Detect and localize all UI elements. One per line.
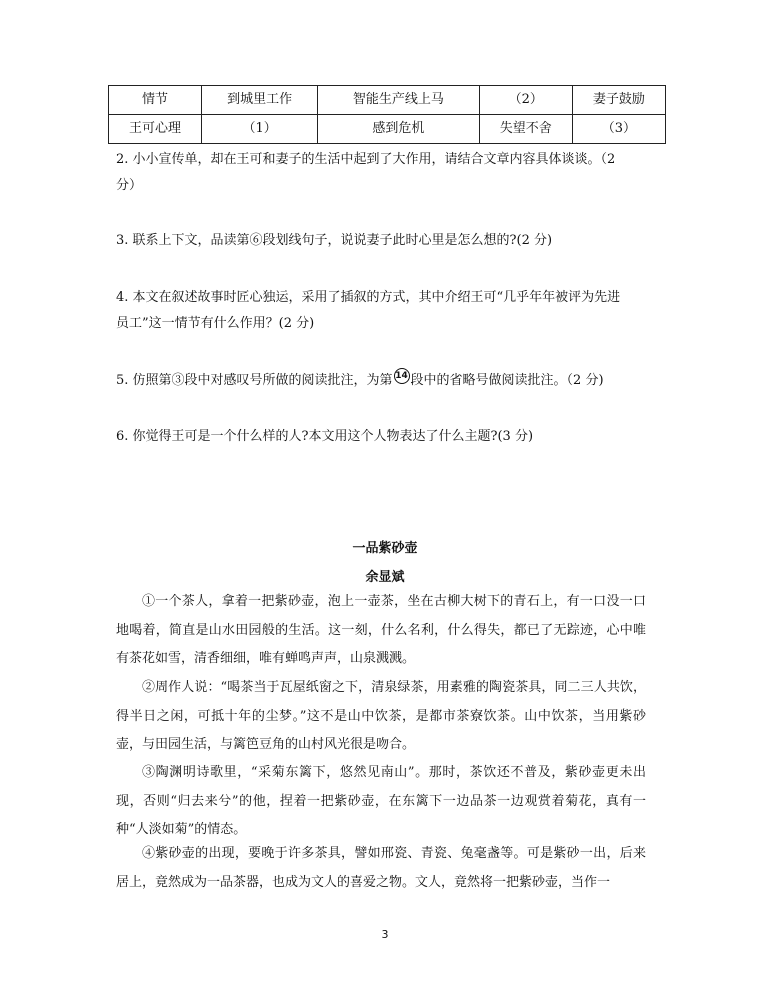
question-5	[116, 368, 662, 394]
article-paragraph-3: ③陶渊明诗歌里，“采菊东篱下，悠然见南山”。那时，茶饮还不普及，紫砂壶更未出现，否则“归去来兮”的他，捏着一把紫砂壶，在东篱下一边品茶一边观赏着菊花，真有一种“人淡如菊”的情态。	[116, 765, 646, 837]
question-4	[116, 285, 662, 337]
table-cell: 感到危机	[318, 115, 480, 144]
question-5-text-start: 5. 仿照第③段中对感叹号所做的阅读批注，为第	[116, 373, 393, 388]
table-cell: 情节	[109, 86, 202, 115]
table-cell: 智能生产线上马	[318, 86, 480, 115]
article-author: 余显斌	[365, 570, 405, 585]
table-cell: （1）	[202, 115, 318, 144]
page-number: 3	[381, 928, 389, 941]
question-5-text-end: 段中的省略号做阅读批注。（2 分)	[410, 373, 604, 388]
table-cell: （2）	[479, 86, 572, 115]
question-3: 3. 联系上下文，品读第⑥段划线句子，说说妻子此时心里是怎么想的?(2 分)	[116, 233, 553, 248]
table-cell: 到城里工作	[202, 86, 318, 115]
plot-emotion-table	[108, 85, 666, 144]
article-paragraph-2: ②周作人说：“喝茶当于瓦屋纸窗之下，清泉绿茶，用素雅的陶瓷茶具，同二三人共饮，得半日之闲，可抵十年的尘梦。”这不是山中饮茶，是都市茶寮饮茶。山中饮茶，当用紫砂壶，与田园生活，与篱笆豆角的山村风光很是吻合。	[116, 680, 646, 752]
question-2	[116, 147, 662, 199]
question-4-line-2: 员工”这一情节有什么作用？(2 分)	[116, 316, 315, 331]
question-2-line-1: 2. 小小宣传单，却在王可和妻子的生活中起到了大作用，请结合文章内容具体谈谈。（2	[116, 152, 616, 167]
table-row	[109, 86, 666, 115]
question-4-line-1: 4. 本文在叙述故事时匠心独运，采用了插叙的方式，其中介绍王可“几乎年年被评为先进	[116, 290, 621, 305]
table-cell: 失望不舍	[479, 115, 572, 144]
article-paragraph-1: ①一个茶人，拿着一把紫砂壶，泡上一壶茶，坐在古柳大树下的青石上，有一口没一口地喝着，简直是山水田园般的生活。这一刻，什么名利，什么得失，都已了无踪迹，心中唯有茶花如雪，清香细细，唯有蝉鸣声声，山泉溅溅。	[116, 594, 646, 666]
article-paragraph-4: ④紫砂壶的出现，要晚于许多茶具，譬如邢瓷、青瓷、兔毫盏等。可是紫砂一出，后来居上，竟然成为一品茶器，也成为文人的喜爱之物。文人，竟然将一把紫砂壶，当作一	[116, 846, 646, 890]
table-cell: 王可心理	[109, 115, 202, 144]
table-cell: 妻子鼓励	[572, 86, 665, 115]
question-6: 6. 你觉得王可是一个什么样的人?本文用这个人物表达了什么主题?(3 分)	[116, 429, 534, 444]
table-row	[109, 115, 666, 144]
table-cell: （3）	[572, 115, 665, 144]
circled-number-14: 14	[394, 368, 410, 384]
question-2-line-2: 分）	[116, 178, 143, 193]
article-title: 一品紫砂壶	[352, 541, 418, 556]
